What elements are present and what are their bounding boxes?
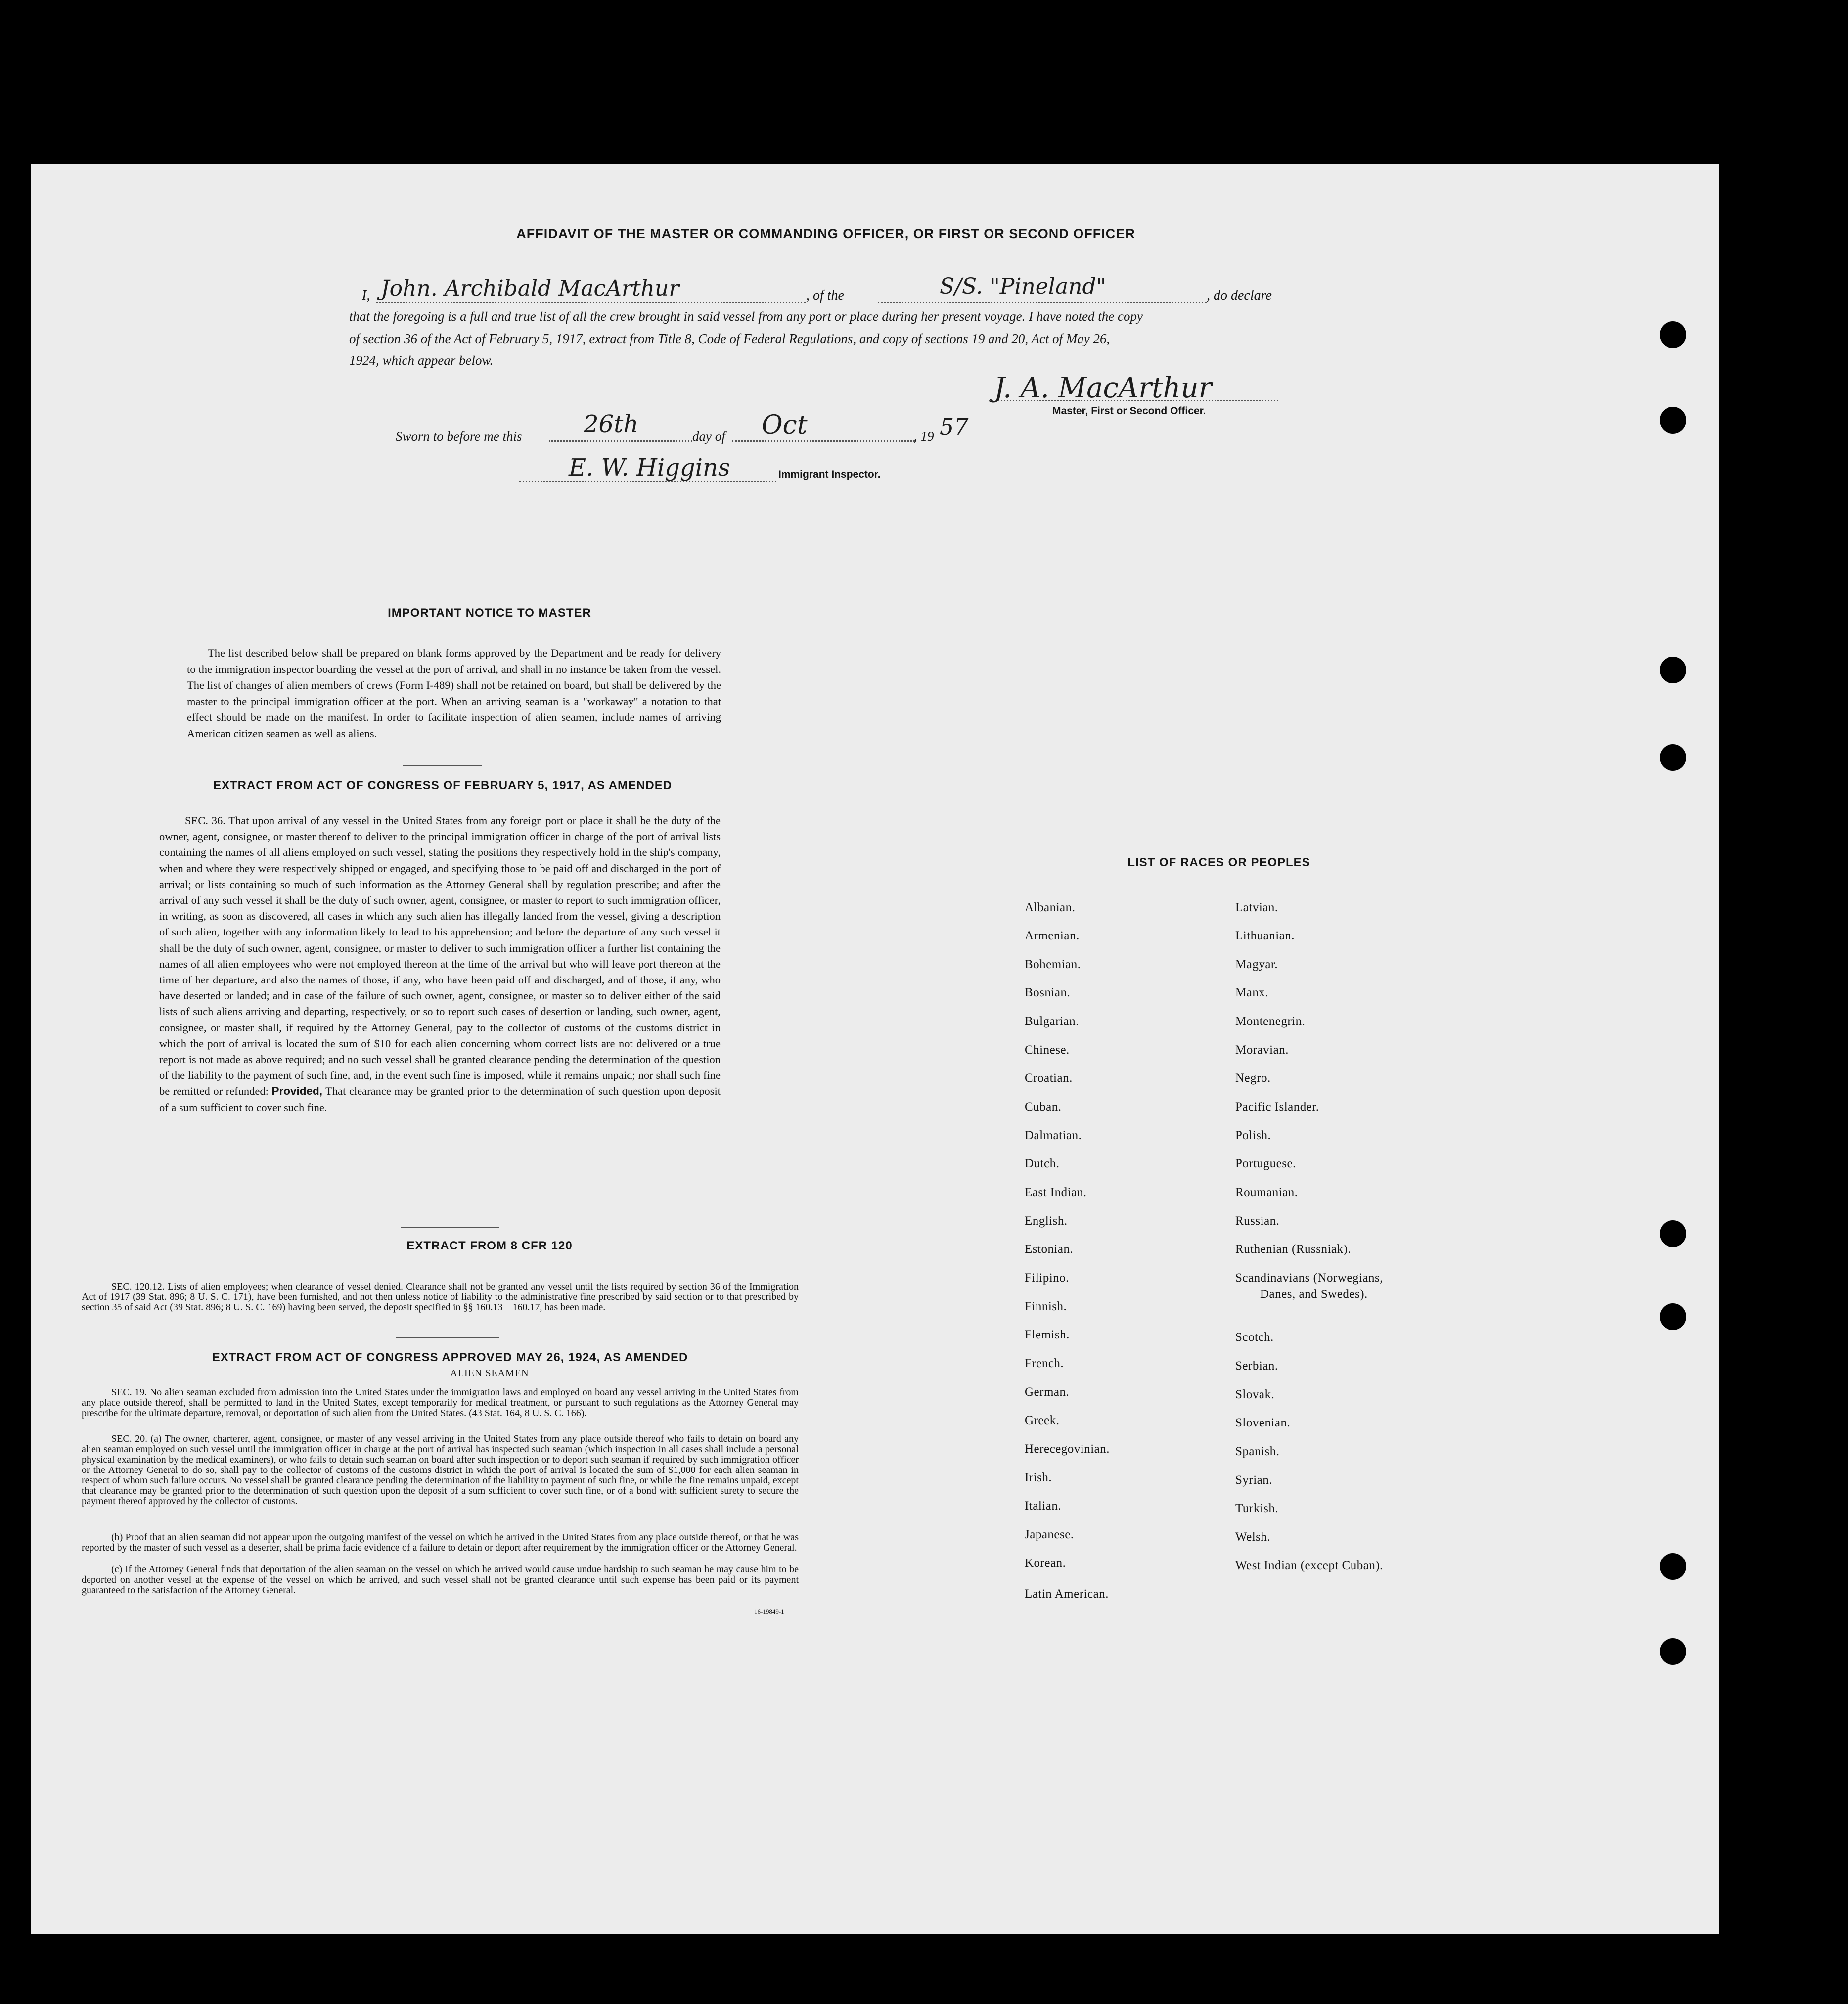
sec20a-body: SEC. 20. (a) The owner, charterer, agent, consignee, or master of any vessel arriving in the United States from any place outside thereof who fails to detain on board any alien seaman employed on such vessel until the immigration officer in charge at the port of arrival has inspected such seaman (which inspection in all cases shall include a personal physical examination by the medical examiners), or who fails to detain such seaman on board after such inspection or to deport such seaman if required by such immigration officer or the Attorney General to do so, shall pay to the collector of customs of the customs district in which the port of arrival is located the sum of $1,000 for each alien seaman in respect of whom such failure occurs. No vessel shall be granted clearance pending the determination of the liability to payment of such fine, or while the fine remains unpaid, except that clearance may be granted prior to the determination of such question upon the deposit of a sum sufficient to cover such fine, or of a bond with sufficient surety to secure the payment thereof approved by the collector of customs.	[82, 1433, 799, 1507]
affidavit-title: AFFIDAVIT OF THE MASTER OR COMMANDING OFFICER, OR FIRST OR SECOND OFFICER	[516, 226, 1135, 241]
do-declare-text: , do declare	[1207, 288, 1272, 303]
race-item: Turkish.	[1235, 1502, 1279, 1515]
race-item: East Indian.	[1025, 1186, 1087, 1199]
binder-hole	[1660, 657, 1686, 683]
race-item: Scandinavians (Norwegians,	[1235, 1271, 1384, 1285]
race-item: Portuguese.	[1235, 1157, 1296, 1170]
extract-1917-body	[159, 813, 721, 1115]
master-signature: J. A. MacArthur	[994, 372, 1212, 404]
vessel-line	[878, 302, 1207, 303]
race-item: Greek.	[1025, 1414, 1060, 1427]
race-item: Pacific Islander.	[1235, 1100, 1319, 1113]
sworn-text: Sworn to before me this	[396, 429, 522, 444]
affidavit-body-line: that the foregoing is a full and true list of all the crew brought in said vessel from any port or place during her present voyage. I have noted the copy	[349, 309, 1143, 324]
sec19-body: SEC. 19. No alien seaman excluded from admission into the United States under the immigration laws and employed on board any vessel arriving in the United States from any place outside thereof, shall be permitted to land in the United States, except temporarily for medical treatment, or pursuant to such regulations as the Attorney General may prescribe for the ultimate departure, removal, or deportation of such alien from the United States. (43 Stat. 164, 8 U. S. C. 166).	[82, 1387, 799, 1419]
race-item: Finnish.	[1025, 1300, 1067, 1313]
race-item: Irish.	[1025, 1471, 1052, 1484]
binder-hole	[1660, 1220, 1686, 1247]
year-prefix: , 19	[914, 429, 934, 444]
race-item: Latin American.	[1025, 1587, 1109, 1601]
notice-heading: IMPORTANT NOTICE TO MASTER	[388, 606, 591, 620]
race-item: Armenian.	[1025, 929, 1080, 942]
race-item: Italian.	[1025, 1499, 1062, 1513]
inspector-line	[519, 481, 776, 482]
affidavit-body-line: 1924, which appear below.	[349, 353, 494, 368]
signature-caption: Master, First or Second Officer.	[1052, 405, 1206, 417]
race-item: Albanian.	[1025, 901, 1076, 914]
sec20c-body: (c) If the Attorney General finds that deportation of the alien seaman on the vessel on which he arrived would cause undue hardship to such seaman he may cause him to be deported on another vessel at the expense of the vessel on which he arrived, and such vessel shall not be granted clearance until such expense has been paid or its payment guaranteed to the satisfaction of the Attorney General.	[82, 1564, 799, 1596]
binder-hole	[1660, 407, 1686, 434]
binder-hole	[1660, 1303, 1686, 1330]
day-of-text: day of	[692, 429, 725, 444]
race-item: Welsh.	[1235, 1530, 1271, 1544]
binder-hole	[1660, 1553, 1686, 1580]
extract-1917-heading: EXTRACT FROM ACT OF CONGRESS OF FEBRUARY 5, 1917, AS AMENDED	[213, 779, 673, 792]
race-item: Lithuanian.	[1235, 929, 1295, 942]
race-item: Korean.	[1025, 1557, 1066, 1570]
race-item: Polish.	[1235, 1129, 1271, 1142]
master-name-handwritten: John. Archibald MacArthur	[381, 276, 679, 301]
race-item: Manx.	[1235, 986, 1269, 999]
race-item: Croatian.	[1025, 1071, 1073, 1085]
extract-1917-body-start: SEC. 36. That upon arrival of any vessel in the United States from any foreign port or place it shall be the duty of the owner, agent, consignee, or master thereof to deliver to the principal immigration officer in charge of the port of arrival lists containing the names of all aliens employed on such vessel, stating the positions they respectively hold in the ship's company, when and where they were respectively shipped or engaged, and specifying those to be paid off and discharged in the port of arrival; or lists containing so much of such information as the Attorney General shall by regulation prescribe; and after the arrival of any such vessel it shall be the duty of such owner, agent, consignee, or master to report to such immigration officer, in writing, as soon as discovered, all cases in which any such alien has illegally landed from the vessel, giving a description of such alien, together with any information likely to lead to his apprehension; and before the departure of any such vessel it shall be the duty of such owner, agent, consignee, or master to deliver to such immigration officer a further list containing the names of all alien employees who were not employed thereon at the time of the arrival but who will leave port thereon at the time of her departure, and also the names of those, if any, who have been paid off and discharged, and of those, if any, who have deserted or landed; and in case of the failure of such owner, agent, consignee, or master so to deliver either of the said lists of such aliens arriving and departing, respectively, or so to report such cases of desertion or landing, such owner, agent, consignee, or master shall, if required by the Attorney General, pay to the collector of customs of the customs district in which the port of arrival is located the sum of $10 for each alien concerning whom correct lists are not delivered or a true report is not made as above required; and no such vessel shall be granted clearance pending the determination of the question of the liability to the payment of such fine, and, in the event such fine is imposed, while it remains unpaid; nor shall such fine be remitted or refunded:	[159, 814, 721, 1098]
name-line	[376, 302, 806, 303]
race-item: Roumanian.	[1235, 1186, 1298, 1199]
notice-body: The list described below shall be prepared on blank forms approved by the Department and be ready for delivery to the immigration inspector boarding the vessel at the port of arrival, and shall in no instance be taken from the vessel. The list of changes of alien members of crews (Form I-489) shall not be retained on board, but shall be delivered by the master to the principal immigration officer at the port. When an arriving seaman is a "workaway" a notation to that effect should be made on the manifest. In order to facilitate inspection of alien seamen, include names of arriving American citizen seamen as well as aliens.	[187, 647, 721, 740]
race-item: Slovak.	[1235, 1388, 1275, 1401]
extract-1917-provided: Provided,	[271, 1085, 322, 1098]
race-item: French.	[1025, 1357, 1064, 1370]
race-item: Russian.	[1235, 1214, 1280, 1228]
signature-line	[989, 400, 1278, 401]
race-item: West Indian (except Cuban).	[1235, 1559, 1383, 1572]
race-item: Ruthenian (Russniak).	[1235, 1243, 1352, 1256]
race-item: Cuban.	[1025, 1100, 1062, 1113]
sworn-year-handwritten: 57	[940, 413, 969, 440]
race-item: Scotch.	[1235, 1331, 1274, 1344]
binder-hole	[1660, 744, 1686, 771]
affidavit-prefix: I,	[362, 288, 370, 303]
race-item: English.	[1025, 1214, 1068, 1228]
inspector-signature: E. W. Higgins	[569, 454, 730, 482]
sec20b-body: (b) Proof that an alien seaman did not appear upon the outgoing manifest of the vessel on which he arrived in the United States from any place outside thereof, or that he was reported by the master of such vessel as a deserter, shall be prima facie evidence of a failure to detain or deport after requirement by the immigration officer or the Attorney General.	[82, 1532, 799, 1553]
race-item: Moravian.	[1235, 1043, 1289, 1057]
races-heading: LIST OF RACES OR PEOPLES	[1127, 856, 1310, 869]
section-divider	[401, 1227, 499, 1228]
race-item: Dutch.	[1025, 1157, 1060, 1170]
month-line	[732, 440, 915, 442]
inspector-caption: Immigrant Inspector.	[778, 469, 881, 480]
race-item: Latvian.	[1235, 901, 1278, 914]
extract-1924-heading: EXTRACT FROM ACT OF CONGRESS APPROVED MAY 26, 1924, AS AMENDED	[212, 1351, 688, 1364]
race-item: Filipino.	[1025, 1271, 1069, 1285]
alien-seamen-subheading: ALIEN SEAMEN	[450, 1368, 529, 1379]
race-item: Danes, and Swedes).	[1260, 1288, 1368, 1301]
race-item: Bosnian.	[1025, 986, 1071, 999]
binder-hole	[1660, 321, 1686, 348]
affidavit-body-line: of section 36 of the Act of February 5, 1917, extract from Title 8, Code of Federal Regulations, and copy of sections 19 and 20, Act of May 26,	[349, 331, 1110, 346]
section-divider	[403, 765, 482, 766]
race-item: Spanish.	[1235, 1445, 1280, 1458]
race-item: German.	[1025, 1385, 1070, 1399]
section-divider	[396, 1337, 499, 1338]
day-line	[549, 440, 692, 442]
race-item: Estonian.	[1025, 1243, 1074, 1256]
race-item: Bohemian.	[1025, 958, 1081, 971]
sworn-day-handwritten: 26th	[584, 410, 639, 438]
cfr-heading: EXTRACT FROM 8 CFR 120	[406, 1239, 573, 1252]
race-item: Dalmatian.	[1025, 1129, 1082, 1142]
race-item: Montenegrin.	[1235, 1015, 1306, 1028]
race-item: Serbian.	[1235, 1359, 1278, 1373]
vessel-name-handwritten: S/S. "Pineland"	[940, 274, 1106, 299]
race-item: Bulgarian.	[1025, 1015, 1079, 1028]
race-item: Herecegovinian.	[1025, 1442, 1110, 1456]
race-item: Flemish.	[1025, 1328, 1070, 1341]
race-item: Magyar.	[1235, 958, 1278, 971]
binder-hole	[1660, 1638, 1686, 1665]
extract-1917-body-end: That clearance may be granted prior to the determination of such question upon deposit of a sum sufficient to cover such fine.	[159, 1085, 721, 1113]
race-item: Slovenian.	[1235, 1416, 1291, 1429]
race-item: Syrian.	[1235, 1473, 1273, 1487]
race-item: Negro.	[1235, 1071, 1271, 1085]
race-item: Japanese.	[1025, 1528, 1074, 1541]
form-number: 16-19849-1	[754, 1608, 784, 1615]
sworn-month-handwritten: Oct	[762, 410, 808, 440]
of-the-text: , of the	[806, 288, 844, 303]
race-item: Chinese.	[1025, 1043, 1070, 1057]
cfr-body: SEC. 120.12. Lists of alien employees; when clearance of vessel denied. Clearance shall not be granted any vessel until the lists required by section 36 of the Immigration Act of 1917 (39 Stat. 896; 8 U. S. C. 171), have been furnished, and not then unless notice of liability to the administrative fine prescribed by said section or to that prescribed by section 35 of said Act (39 Stat. 896; 8 U. S. C. 169) having been served, the deposit specified in §§ 160.13—160.17, has been made.	[82, 1281, 799, 1313]
